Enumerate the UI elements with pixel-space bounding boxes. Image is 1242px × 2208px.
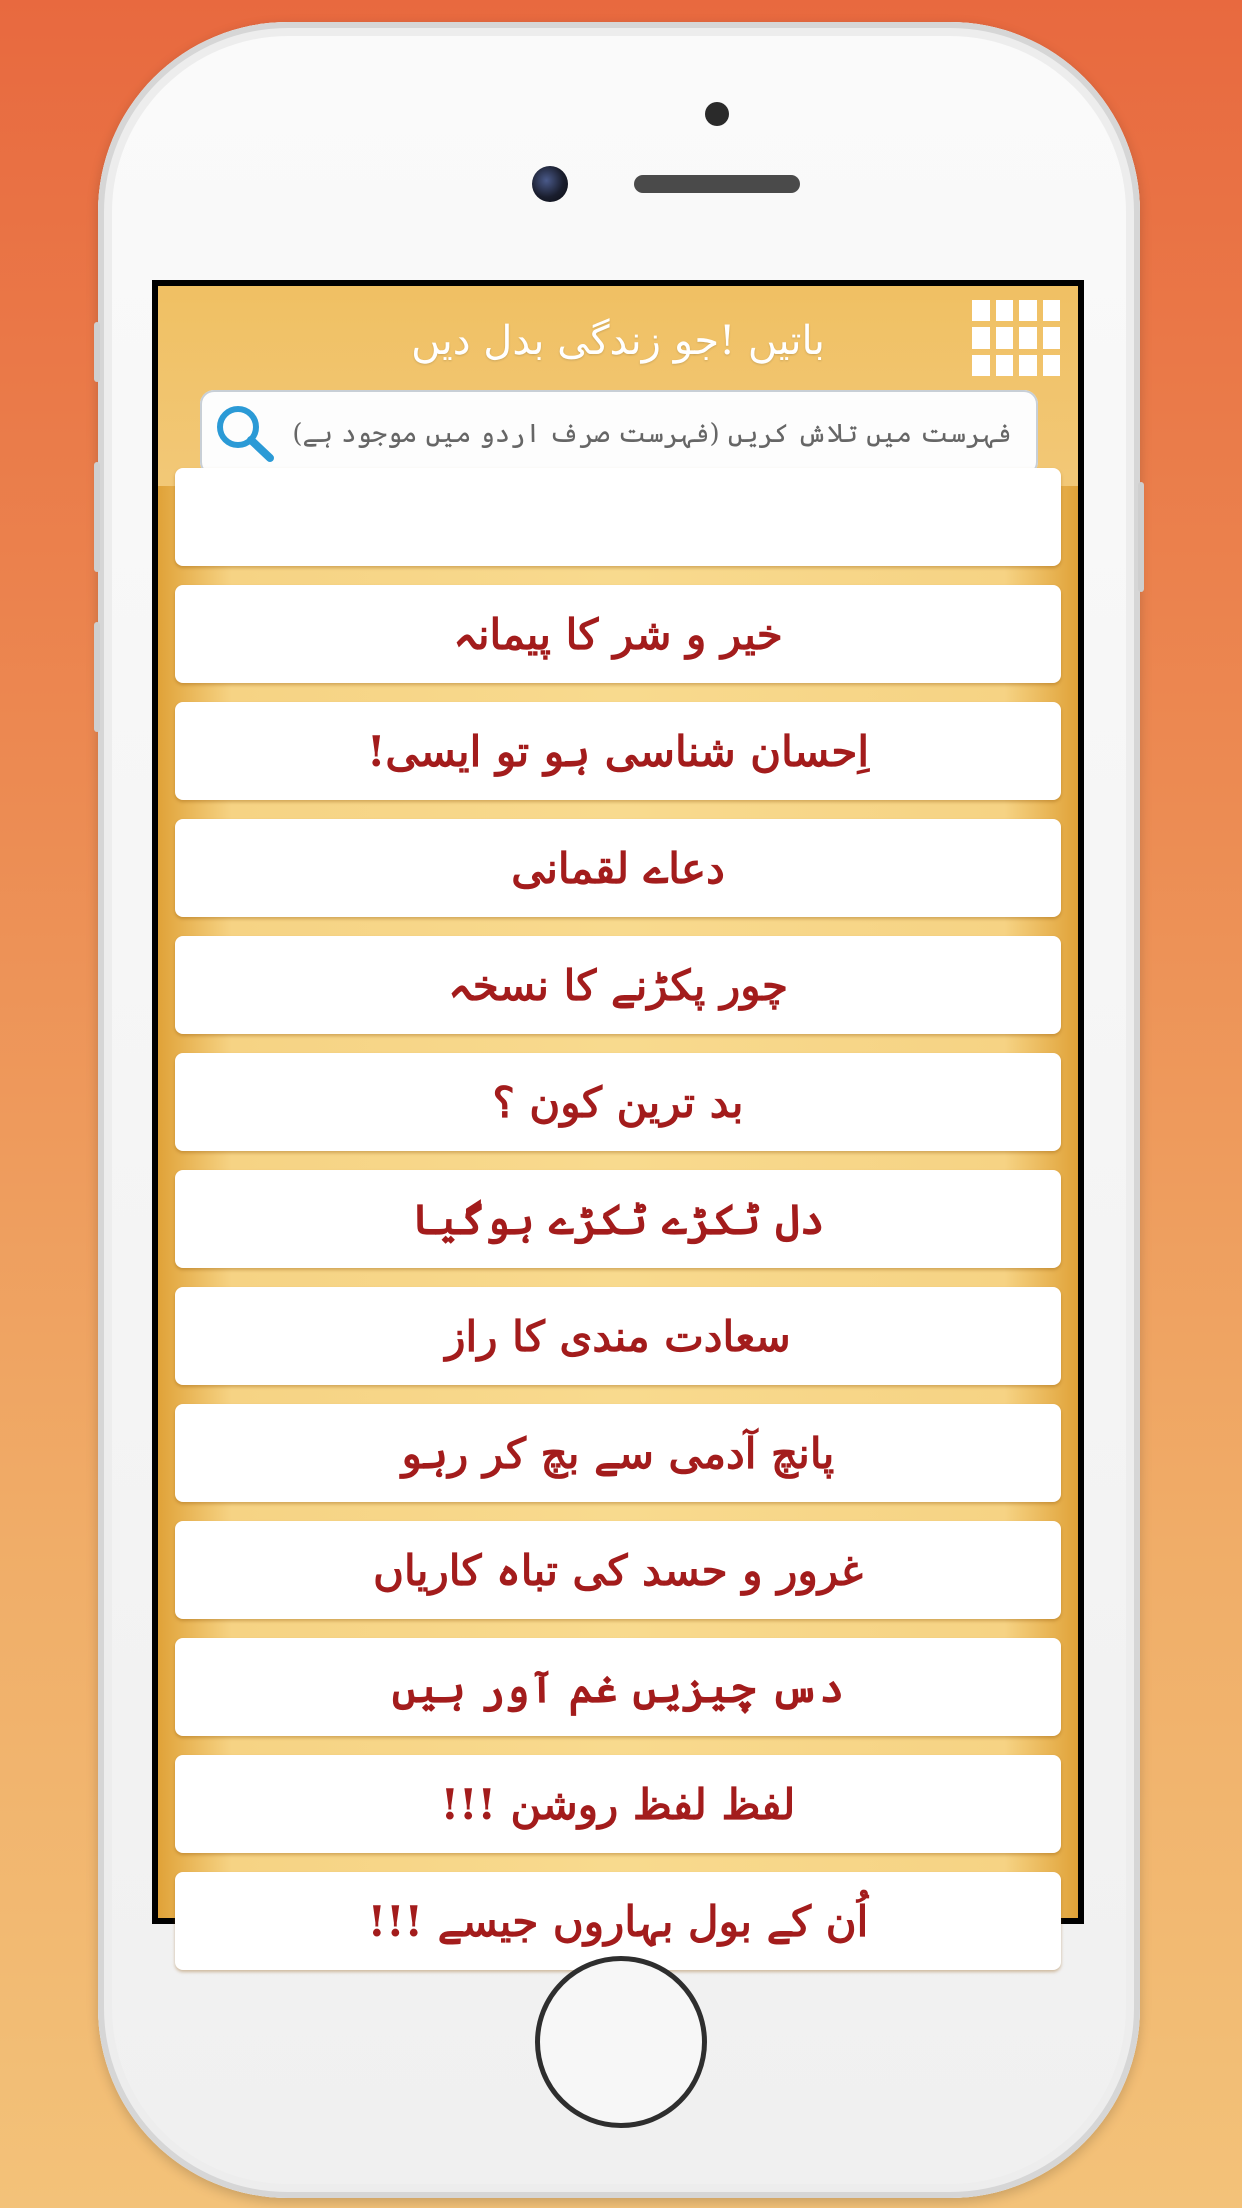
grid-cell [972, 355, 990, 376]
list-item[interactable] [175, 1287, 1061, 1385]
power-button [1138, 482, 1144, 592]
list-item[interactable] [175, 1404, 1061, 1502]
list-item[interactable] [175, 1638, 1061, 1736]
topics-list [158, 486, 1078, 1946]
phone-screen [152, 280, 1084, 1946]
list-item-label: اِحسان شناسی ہو تو ایسی! [366, 726, 870, 776]
grid-cell [1043, 327, 1061, 348]
list-item[interactable] [175, 819, 1061, 917]
front-camera [532, 166, 568, 202]
list-item[interactable] [175, 702, 1061, 800]
grid-cell [1043, 355, 1061, 376]
list-item-label: سعادت مندی کا راز [445, 1311, 791, 1361]
grid-menu-icon[interactable] [972, 300, 1060, 376]
list-item-label: دل ٹکڑے ٹکڑے ہوگیا [411, 1194, 825, 1244]
list-item[interactable] [175, 585, 1061, 683]
list-item-label: دعاے لقمانی [511, 843, 725, 893]
list-item-label: دس چیزیں غم آور ہیں [391, 1662, 845, 1712]
list-item-label: خیر و شر کا پیمانہ [453, 609, 783, 659]
search-input[interactable] [290, 400, 1014, 468]
list-item-label: بد ترین کون ؟ [492, 1077, 744, 1127]
list-item-label: اُن کے بول بہاروں جیسے !!! [367, 1896, 869, 1946]
list-item-label: چور پکڑنے کا نسخہ [448, 960, 788, 1010]
volume-down-button [94, 622, 100, 732]
list-item[interactable] [175, 1053, 1061, 1151]
search-icon[interactable] [210, 400, 280, 466]
grid-cell [1019, 300, 1037, 321]
list-item[interactable] [175, 1755, 1061, 1853]
app-screen [158, 286, 1078, 1946]
mute-switch [94, 322, 100, 382]
list-item[interactable] [175, 1170, 1061, 1268]
volume-up-button [94, 462, 100, 572]
earpiece-speaker [634, 175, 800, 193]
search-bar [200, 390, 1038, 476]
grid-cell [1019, 327, 1037, 348]
grid-cell [996, 355, 1014, 376]
list-item-label: غرور و حسد کی تباہ کاریاں [373, 1545, 863, 1595]
app-title: باتیں !جو زندگی بدل دیں [411, 318, 825, 364]
proximity-sensor [705, 102, 729, 126]
grid-cell [1019, 355, 1037, 376]
list-item-label: لفظ لفظ روشن !!! [440, 1779, 796, 1829]
grid-cell [996, 300, 1014, 321]
grid-cell [972, 300, 990, 321]
list-item[interactable] [175, 1521, 1061, 1619]
grid-cell [996, 327, 1014, 348]
home-button[interactable] [535, 1956, 707, 2128]
list-item-label: پانچ آدمی سے بچ کر رہو [401, 1428, 835, 1478]
grid-cell [972, 327, 990, 348]
list-item[interactable] [175, 936, 1061, 1034]
list-item[interactable] [175, 468, 1061, 566]
app-header [158, 286, 1078, 486]
grid-cell [1043, 300, 1061, 321]
